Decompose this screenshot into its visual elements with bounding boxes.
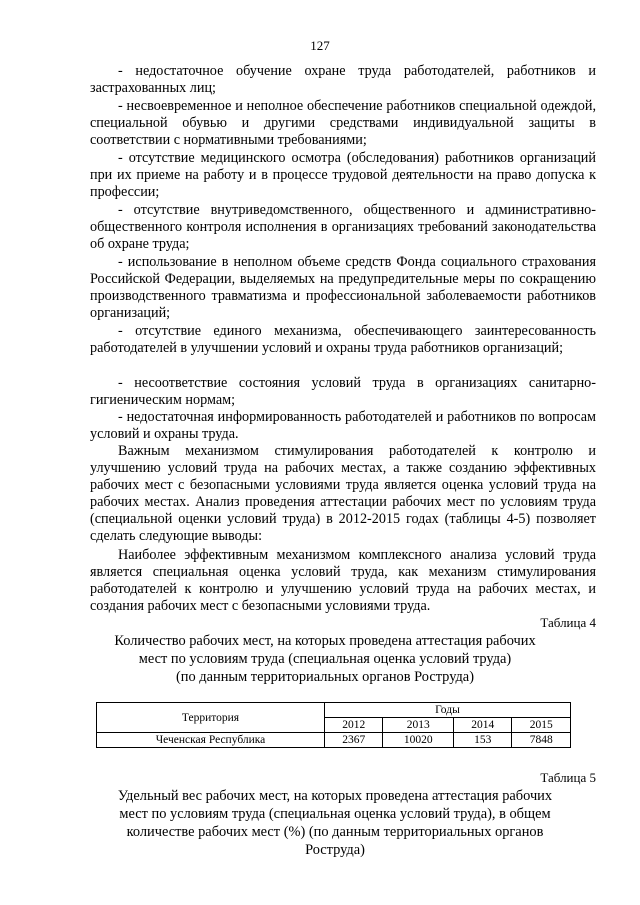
table5-label: Таблица 5 xyxy=(540,770,596,785)
page-number: 127 xyxy=(310,38,330,53)
table5-caption-line: Роструда) xyxy=(305,842,365,858)
table5-caption xyxy=(100,787,570,859)
paragraph-3: - отсутствие медицинского осмотра (обследования) работников организаций при их приеме на работу и в процессе трудовой деятельности на право допуска к профессии; xyxy=(90,150,596,201)
paragraph-10: Наиболее эффективным механизмом комплексного анализа условий труда является специальная оценка условий труда, как механизм стимулирования работодателей к контролю и улучшению условий труда на рабочих местах, и создания рабочих мест с безопасными условиями труда. xyxy=(90,547,596,615)
value-cell: 2367 xyxy=(325,733,383,748)
value-cell: 7848 xyxy=(512,733,571,748)
years-header: Годы xyxy=(325,703,571,718)
paragraph-6: - отсутствие единого механизма, обеспечивающего заинтересованность работодателей в улучшении условий и охраны труда работников организаций; xyxy=(90,323,596,357)
paragraph-2: - несвоевременное и неполное обеспечение работников специальной одеждой, специальной обувью и другими средствами индивидуальной защиты в соответствии с нормативными требованиями; xyxy=(90,98,596,149)
table4-caption-line: мест по условиям труда (специальная оценка условий труда) xyxy=(138,651,512,667)
year-cell: 2012 xyxy=(325,718,383,733)
table-row xyxy=(97,733,571,748)
paragraph-5: - использование в неполном объеме средств Фонда социального страхования Российской Федерации, выделяемых на предупредительные меры по сокращению производственного травматизма и профессиональной заболеваемости работников организаций; xyxy=(90,254,596,322)
paragraph-1: - недостаточное обучение охране труда работодателей, работников и застрахованных лиц; xyxy=(90,63,596,97)
value-cell: 153 xyxy=(453,733,511,748)
year-cell: 2014 xyxy=(453,718,511,733)
table4-label: Таблица 4 xyxy=(540,615,596,630)
table4-caption xyxy=(110,632,540,686)
territory-cell: Чеченская Республика xyxy=(97,733,325,748)
value-cell: 10020 xyxy=(383,733,454,748)
paragraph-8: - недостаточная информированность работодателей и работников по вопросам условий и охраны труда. xyxy=(90,409,596,443)
paragraph-7: - несоответствие состояния условий труда в организациях санитарно-гигиеническим нормам; xyxy=(90,375,596,409)
paragraph-4: - отсутствие внутриведомственного, общественного и административно-общественного контроля исполнения в организациях требований законодательства об охране труда; xyxy=(90,202,596,253)
table4-caption-line: Количество рабочих мест, на которых проведена аттестация рабочих xyxy=(114,633,536,649)
table5-caption-line: мест по условиям труда (специальная оценка условий труда), в общем xyxy=(119,806,551,822)
year-cell: 2015 xyxy=(512,718,571,733)
table5-caption-line: количестве рабочих мест (%) (по данным территориальных органов xyxy=(126,824,544,840)
paragraph-9: Важным механизмом стимулирования работодателей к контролю и улучшению условий труда на рабочих местах, а также созданию эффективных рабочих мест с безопасными условиями труда является оценка условий труда на рабочих местах. Анализ проведения аттестации рабочих мест по условиям труда (специальной оценки условий труда) в 2012-2015 годах (таблицы 4-5) позволяет сделать следующие выводы: xyxy=(90,443,596,545)
year-cell: 2013 xyxy=(383,718,454,733)
table4 xyxy=(96,702,571,748)
table4-caption-line: (по данным территориальных органов Роструда) xyxy=(176,669,474,685)
territory-header: Территория xyxy=(97,703,325,733)
table5-caption-line: Удельный вес рабочих мест, на которых проведена аттестация рабочих xyxy=(117,788,553,804)
table-header-row xyxy=(97,703,571,718)
